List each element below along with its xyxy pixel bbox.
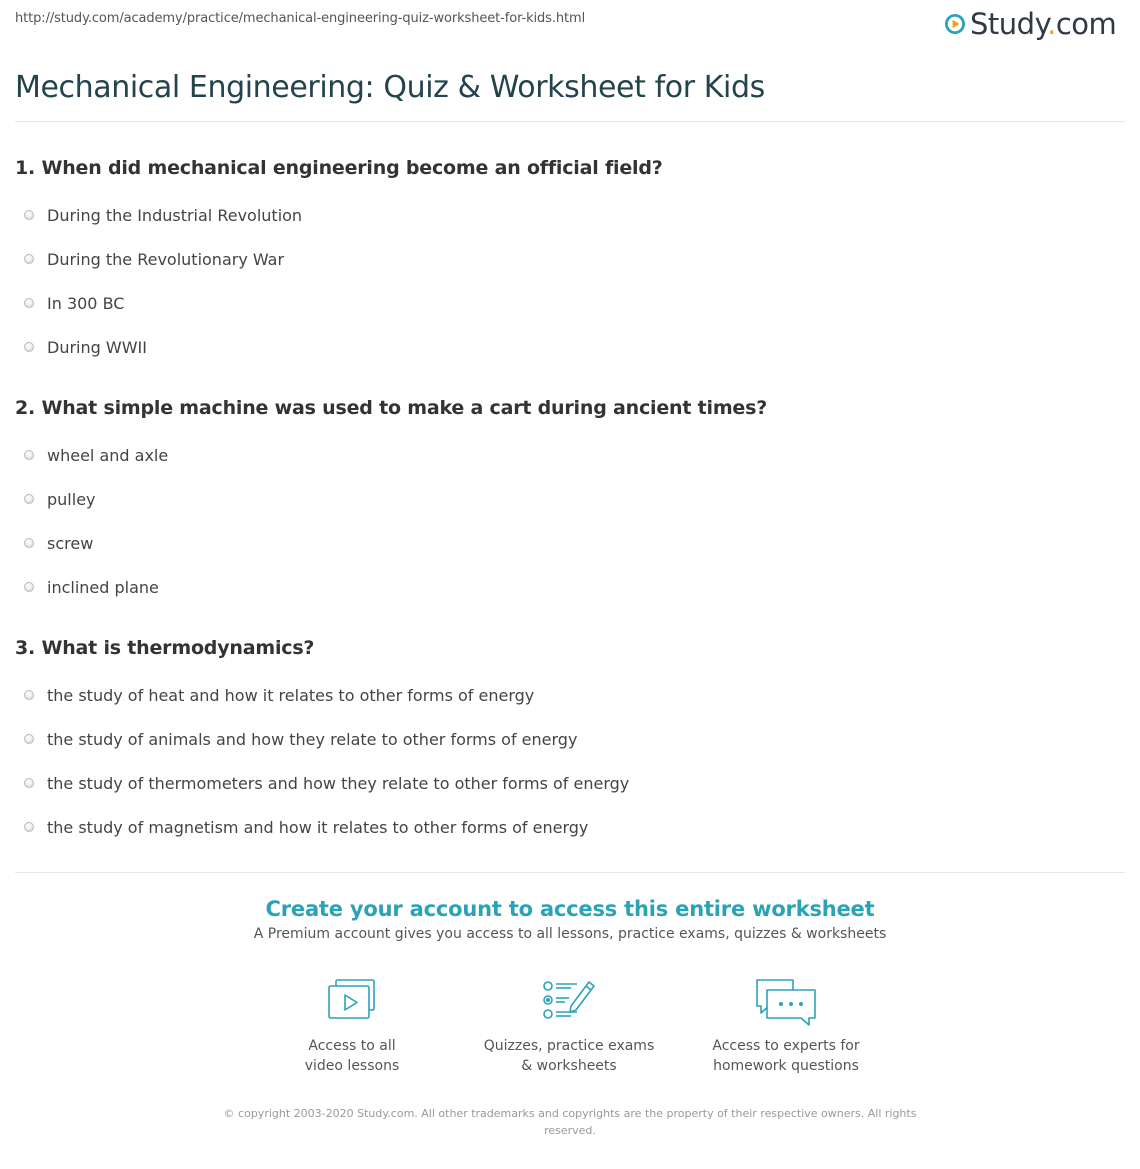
answer-label: screw [47,534,94,553]
answer-label: During the Industrial Revolution [47,206,303,225]
answer-option[interactable] [15,238,1125,282]
copyright-notice: © copyright 2003-2020 Study.com. All other trademarks and copyrights are the property of their respective owners. All rights reserved. [223,1107,917,1137]
radio-button[interactable] [24,494,34,504]
logo-dot: . [1047,7,1056,41]
quiz-checklist-icon [541,976,597,1024]
feature-label-line: & worksheets [521,1058,617,1074]
feature-label [686,1036,886,1076]
question-3 [15,634,1125,850]
cta-divider [15,872,1125,873]
answer-list [15,674,1125,850]
answer-option[interactable] [15,194,1125,238]
answer-label: the study of heat and how it relates to other forms of energy [47,686,535,705]
radio-button[interactable] [24,342,34,352]
feature-label-line: Access to experts for [712,1038,860,1054]
answer-option[interactable] [15,762,1125,806]
answer-option[interactable] [15,674,1125,718]
answer-list [15,434,1125,610]
play-circle-icon [944,13,966,35]
answer-label: the study of thermometers and how they relate to other forms of energy [47,774,630,793]
radio-button[interactable] [24,734,34,744]
question-text: 3. What is thermodynamics? [15,637,315,659]
answer-option[interactable] [15,434,1125,478]
radio-button[interactable] [24,690,34,700]
answer-label: In 300 BC [47,294,125,313]
answer-option[interactable] [15,326,1125,370]
answer-label: During the Revolutionary War [47,250,285,269]
answer-option[interactable] [15,718,1125,762]
radio-button[interactable] [24,298,34,308]
answer-list [15,194,1125,370]
question-text: 1. When did mechanical engineering become an official field? [15,157,663,179]
radio-button[interactable] [24,538,34,548]
study-logo[interactable] [944,6,1116,42]
feature-label-line: Quizzes, practice exams [483,1038,655,1054]
answer-option[interactable] [15,806,1125,850]
feature-label [252,1036,452,1076]
question-text: 2. What simple machine was used to make a cart during ancient times? [15,397,768,419]
answer-option[interactable] [15,566,1125,610]
chat-experts-icon [753,976,819,1028]
radio-button[interactable] [24,778,34,788]
create-account-link[interactable]: Create your account to access this entire worksheet [265,897,875,921]
radio-button[interactable] [24,450,34,460]
feature-experts [686,976,886,1076]
radio-button[interactable] [24,822,34,832]
title-divider [15,121,1125,122]
answer-label: wheel and axle [47,446,169,465]
answer-option[interactable] [15,478,1125,522]
radio-button[interactable] [24,210,34,220]
feature-quizzes [469,976,669,1076]
question-2 [15,394,1125,610]
answer-label: the study of animals and how they relate to other forms of energy [47,730,578,749]
feature-label-line: Access to all [308,1038,396,1054]
page-url: http://study.com/academy/practice/mechanical-engineering-quiz-worksheet-for-kids.html [15,11,586,26]
radio-button[interactable] [24,582,34,592]
answer-option[interactable] [15,282,1125,326]
logo-word: Study [970,7,1048,41]
cta-subtitle: A Premium account gives you access to all lessons, practice exams, quizzes & worksheets [253,926,887,942]
feature-label-line: homework questions [713,1058,859,1074]
answer-label: During WWII [47,338,147,357]
feature-label [469,1036,669,1076]
answer-label: pulley [47,490,96,509]
logo-tld: com [1055,7,1117,41]
video-lessons-icon [326,976,378,1024]
page-title: Mechanical Engineering: Quiz & Worksheet for Kids [15,70,765,105]
radio-button[interactable] [24,254,34,264]
logo-wordmark [970,7,1116,41]
question-1 [15,154,1125,370]
feature-label-line: video lessons [304,1058,400,1074]
answer-label: the study of magnetism and how it relates to other forms of energy [47,818,589,837]
answer-option[interactable] [15,522,1125,566]
feature-video-lessons [252,976,452,1076]
answer-label: inclined plane [47,578,159,597]
